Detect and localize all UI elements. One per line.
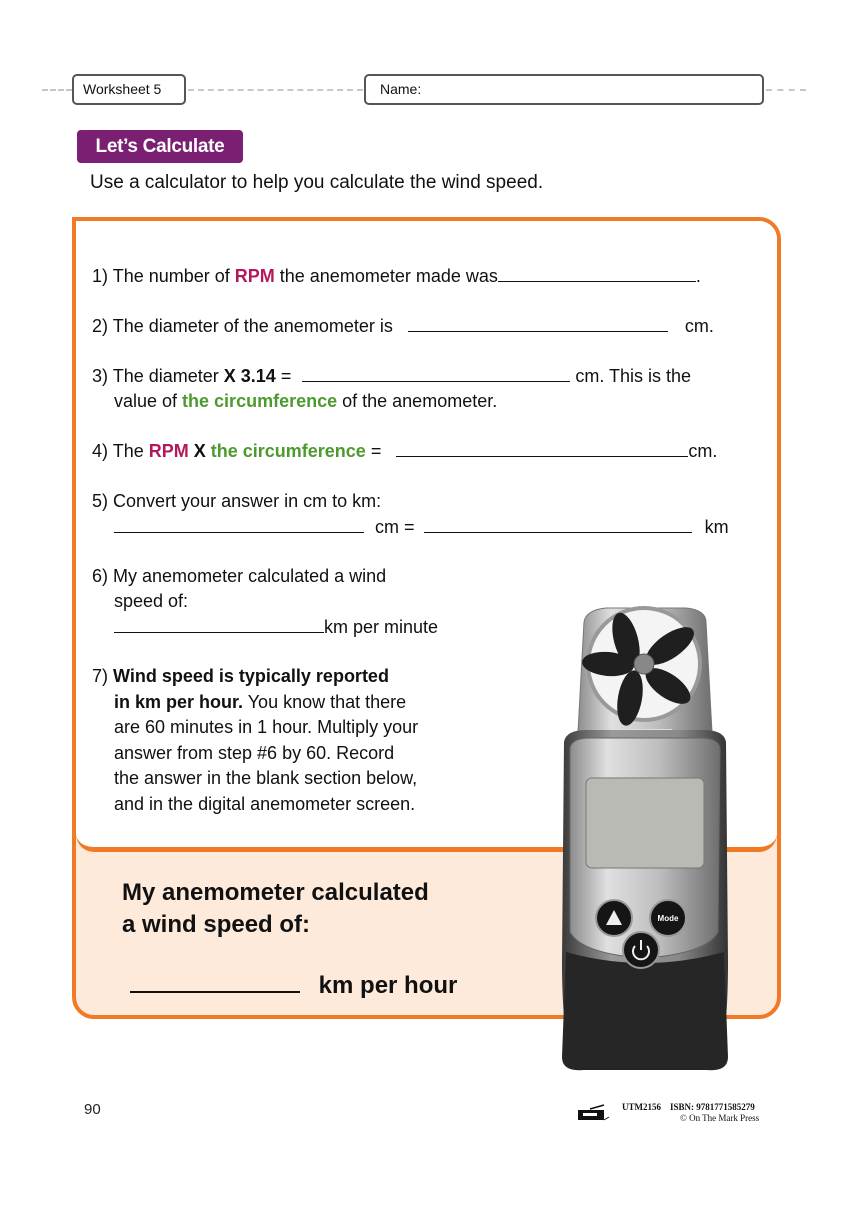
question-5: 5) Convert your answer in cm to km: cm = km	[92, 491, 729, 537]
intro-text: Use a calculator to help you calculate the wind speed.	[90, 172, 544, 193]
result-answer: km per hour	[130, 967, 457, 1000]
km-value-blank[interactable]	[424, 514, 692, 533]
question-6: 6) My anemometer calculated a wind speed of: km per minute	[92, 566, 439, 637]
question-2: 2) The diameter of the anemometer is cm.	[92, 313, 714, 339]
worksheet-label: Worksheet 5	[72, 74, 186, 105]
distance-cm-blank[interactable]	[396, 438, 688, 457]
km-per-hour-blank[interactable]	[130, 967, 300, 993]
question-4: 4) The RPM X the circumference = cm.	[92, 438, 717, 464]
photocopier-icon	[576, 1104, 610, 1122]
dashed-rule	[42, 89, 72, 91]
anemometer-image	[556, 602, 732, 1072]
question-1: 1) The number of RPM the anemometer made was .	[92, 263, 701, 289]
section-badge: Let’s Calculate	[77, 130, 243, 163]
name-field[interactable]	[364, 74, 764, 105]
circumference-blank[interactable]	[302, 363, 570, 382]
dashed-rule	[766, 89, 806, 91]
display-screen	[586, 778, 704, 868]
dashed-rule	[188, 89, 363, 91]
page-number: 90	[84, 1101, 101, 1118]
question-7: 7) Wind speed is typically reported in km per hour. You know that there are 60 minutes in 1 hour. Multiply your answer from step #6 by 60. Record the answer in the blank section below, and in the digital anemometer screen.	[92, 666, 419, 814]
rpm-blank[interactable]	[498, 263, 696, 282]
cm-value-blank[interactable]	[114, 514, 364, 533]
result-heading: My anemometer calculated a wind speed of:	[122, 879, 429, 938]
diameter-blank[interactable]	[408, 313, 668, 332]
name-label: Name:	[380, 81, 422, 97]
svg-text:Mode: Mode	[657, 914, 679, 923]
km-per-minute-blank[interactable]	[114, 614, 324, 633]
question-3: 3) The diameter X 3.14 = cm. This is the value of the circumference of the anemometer.	[92, 363, 691, 414]
